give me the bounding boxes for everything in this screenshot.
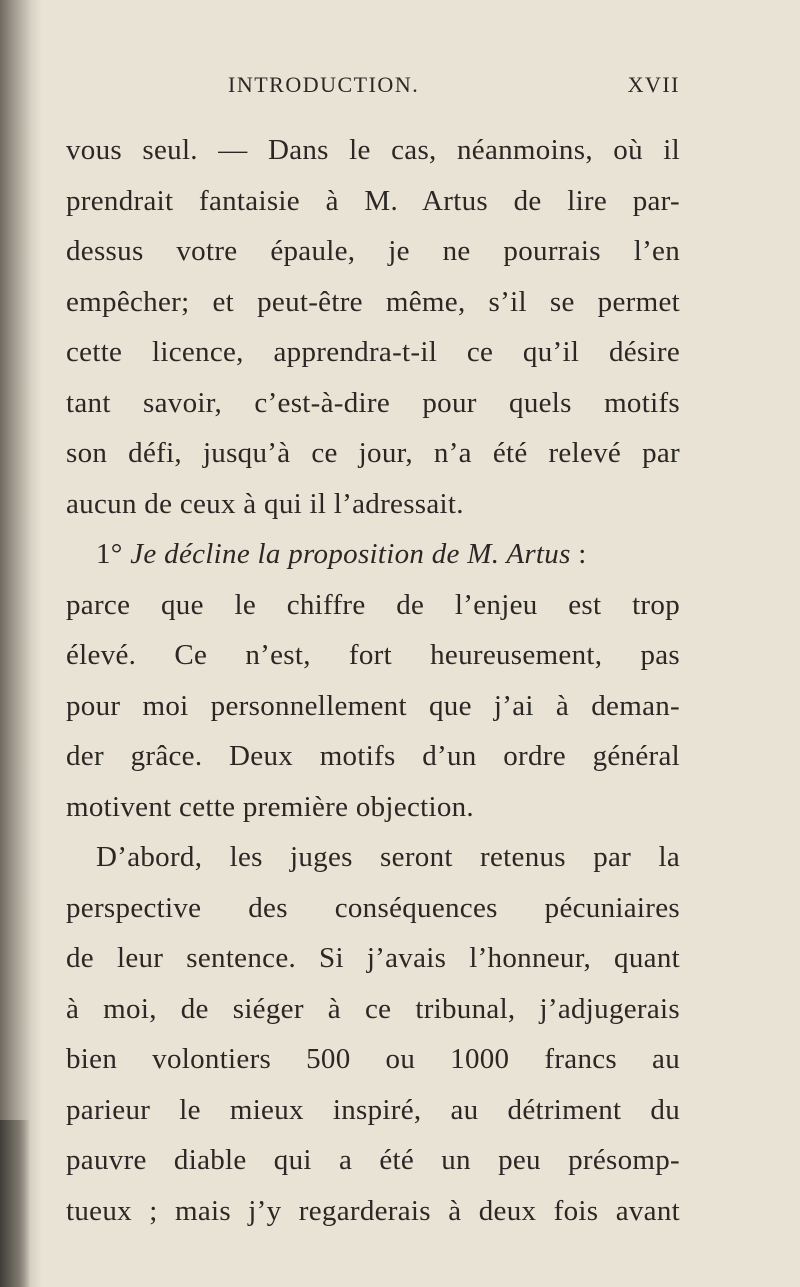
running-title: INTRODUCTION. bbox=[228, 72, 420, 97]
point-number: 1° bbox=[96, 538, 123, 570]
text-line: pour moi personnellement que j’ai à deman- bbox=[66, 689, 680, 722]
point-colon: : bbox=[570, 538, 587, 570]
running-header bbox=[228, 72, 680, 112]
text-line: motivent cette première objection. bbox=[66, 790, 474, 823]
body-text bbox=[66, 125, 680, 1236]
text-line: à moi, de siéger à ce tribunal, j’adjugerais bbox=[66, 992, 680, 1025]
text-line: parieur le mieux inspiré, au détriment du bbox=[66, 1093, 680, 1126]
text-line: vous seul. — Dans le cas, néanmoins, où il bbox=[66, 134, 680, 166]
text-line: aucun de ceux à qui il l’adressait. bbox=[66, 487, 464, 520]
text-line: empêcher; et peut-être même, s’il se permet bbox=[66, 285, 680, 318]
point-italic-text: Je décline la proposition de M. Artus bbox=[130, 538, 571, 570]
page-number: XVII bbox=[627, 72, 680, 97]
text-line: der grâce. Deux motifs d’un ordre général bbox=[66, 740, 680, 772]
text-line: tueux ; mais j’y regarderais à deux fois avant bbox=[66, 1194, 680, 1227]
text-line: dessus votre épaule, je ne pourrais l’en bbox=[66, 235, 680, 267]
text-line: cette licence, apprendra-t-il ce qu’il désire bbox=[66, 336, 680, 368]
text-line: pauvre diable qui a été un peu présomp- bbox=[66, 1144, 680, 1176]
point-heading bbox=[66, 529, 680, 580]
text-line: tant savoir, c’est-à-dire pour quels motifs bbox=[66, 386, 680, 419]
text-line: prendrait fantaisie à M. Artus de lire par- bbox=[66, 184, 680, 217]
text-line: son défi, jusqu’à ce jour, n’a été relevé par bbox=[66, 437, 680, 469]
text-line: perspective des conséquences pécuniaires bbox=[66, 891, 680, 924]
text-line: élevé. Ce n’est, fort heureusement, pas bbox=[66, 639, 680, 671]
text-line: bien volontiers 500 ou 1000 francs au bbox=[66, 1043, 680, 1075]
text-line: de leur sentence. Si j’avais l’honneur, quant bbox=[66, 942, 680, 974]
text-line: D’abord, les juges seront retenus par la bbox=[96, 841, 680, 873]
text-line: parce que le chiffre de l’enjeu est trop bbox=[66, 588, 680, 621]
